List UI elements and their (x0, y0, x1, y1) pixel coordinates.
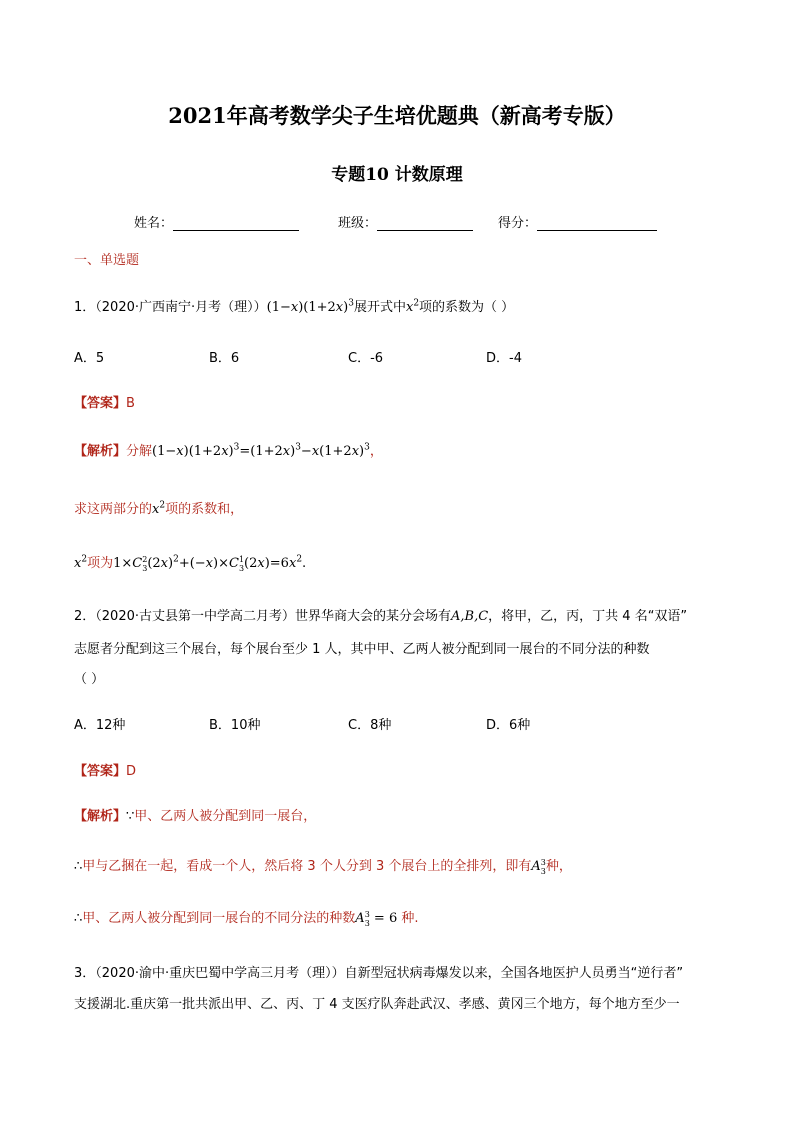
analysis-text: 求这两部分的 (74, 502, 153, 517)
question-3-stem-line-2: 支援湖北.重庆第一批共派出甲、乙、丙、丁 4 支医疗队奔赴武汉、孝感、黄冈三个地方，每个地方至少一 (74, 997, 680, 1012)
q2-option-a[interactable]: A．12种 (74, 718, 126, 733)
math-a33: A (531, 859, 541, 874)
q1-answer (74, 392, 135, 411)
answer-label: 【答案】 (74, 764, 127, 779)
question-1-source: 1．（2020·广西南宁·月考（理）） (74, 300, 267, 315)
question-2-stem-line-1 (74, 605, 687, 624)
math-equals: = 6 (369, 911, 402, 926)
document-subtitle: 专题10 计数原理 (331, 165, 463, 185)
q1-analysis-line-2: 求这两部分的$x^2$项的系数和， (74, 500, 244, 517)
question-2-text: ，将甲，乙，丙，丁共 4 名“双语” (488, 609, 688, 624)
math-expression: 1×C2 $3(2x)^2+(-x)\times C1$ $3(2x)=6x^2$. (113, 554, 307, 573)
q2-answer (74, 760, 136, 779)
therefore-icon: ∴ (74, 859, 83, 874)
q1-suffix: 展开式中 (353, 300, 406, 315)
math-a33: A (355, 911, 365, 926)
q2-option-c[interactable]: C．8种 (348, 718, 392, 733)
score-field (498, 212, 657, 231)
analysis-text: 甲与乙捆在一起，看成一个人，然后将 3 个人分到 3 个展台上的全排列，即有 (82, 859, 532, 874)
score-label: 得分： (498, 216, 538, 231)
q1-option-d[interactable]: D．-4 (486, 351, 522, 366)
math-x2: x (74, 556, 82, 571)
because-icon: ∵ (126, 809, 135, 824)
q2-analysis-line-2: ∴甲与乙捆在一起，看成一个人，然后将 3 个人分到 3 个展台上的全排列，即有A3 3种， (74, 857, 572, 876)
class-label: 班级： (338, 216, 378, 231)
answer-label: 【答案】 (74, 396, 127, 411)
name-blank[interactable] (173, 216, 299, 231)
analysis-text: 种， (545, 859, 572, 874)
class-field (338, 212, 473, 231)
question-2-text: 2．（2020·古丈县第一中学高二月考）世界华商大会的某分会场有 (74, 609, 451, 624)
section-heading: 一、单选题 (74, 253, 140, 268)
q2-analysis-line-1 (74, 805, 316, 824)
question-1-stem: 1．（2020·广西南宁·月考（理））$(1-x)(1+2x)^3$展开式中$x^2$项的系数为（ ） (74, 298, 515, 315)
name-field (134, 212, 299, 231)
q1-option-a[interactable]: A．5 (74, 351, 105, 366)
document-title: 2021年高考数学尖子生培优题典（新高考专版） (168, 103, 626, 128)
q2-option-b[interactable]: B．10种 (209, 718, 261, 733)
score-blank[interactable] (537, 216, 657, 231)
analysis-label: 【解析】 (74, 809, 127, 824)
therefore-icon: ∴ (74, 911, 83, 926)
math-expression: $(1-x)(1+2x)^3=(1+2x)^3-x(1+2x)^3$ (152, 442, 370, 459)
q2-analysis-line-3: ∴甲、乙两人被分配到同一展台的不同分法的种数A3 3 = 6 种. (74, 909, 419, 928)
q1-analysis-line-1: 【解析】分解$(1-x)(1+2x)^3=(1+2x)^3-x(1+2x)^3$， (74, 442, 383, 459)
analysis-text: 项为 (87, 556, 114, 571)
math-x2: x (152, 502, 160, 517)
q1-option-b[interactable]: B．6 (209, 351, 240, 366)
math-abc: A,B,C (451, 609, 489, 624)
analysis-text: 甲、乙两人被分配到同一展台的不同分法的种数 (82, 911, 356, 926)
q1-suffix2: 项的系数为（ ） (419, 300, 515, 315)
name-label: 姓名： (134, 216, 174, 231)
analysis-label: 【解析】 (74, 444, 127, 459)
answer-value: D (126, 764, 137, 779)
answer-value: B (126, 396, 135, 411)
question-2-stem-line-2: 志愿者分配到这三个展台，每个展台至少 1 人，其中甲、乙两人被分配到同一展台的不同分法的种数 (74, 642, 650, 657)
q2-option-d[interactable]: D．6种 (486, 718, 531, 733)
q1-analysis-line-3: $x^2$项为1×C2 $3(2x)^2+(-x)\times C1$ $3(2x)=6x^2$. (74, 554, 307, 573)
q1-option-c[interactable]: C．-6 (348, 351, 384, 366)
analysis-text: 种. (401, 911, 419, 926)
analysis-text: 分解 (126, 444, 153, 459)
math-x2: x (405, 300, 414, 315)
analysis-text: 甲、乙两人被分配到同一展台， (134, 809, 317, 824)
question-2-stem-line-3: （ ） (74, 672, 105, 687)
math-expression: $(1-x)(1+2x)^3$ (266, 298, 354, 315)
analysis-text: 项的系数和， (165, 502, 244, 517)
class-blank[interactable] (377, 216, 473, 231)
question-3-stem-line-1: 3．（2020·渝中·重庆巴蜀中学高三月考（理））自新型冠状病毒爆发以来，全国各地医护人员勇当“逆行者” (74, 966, 684, 981)
